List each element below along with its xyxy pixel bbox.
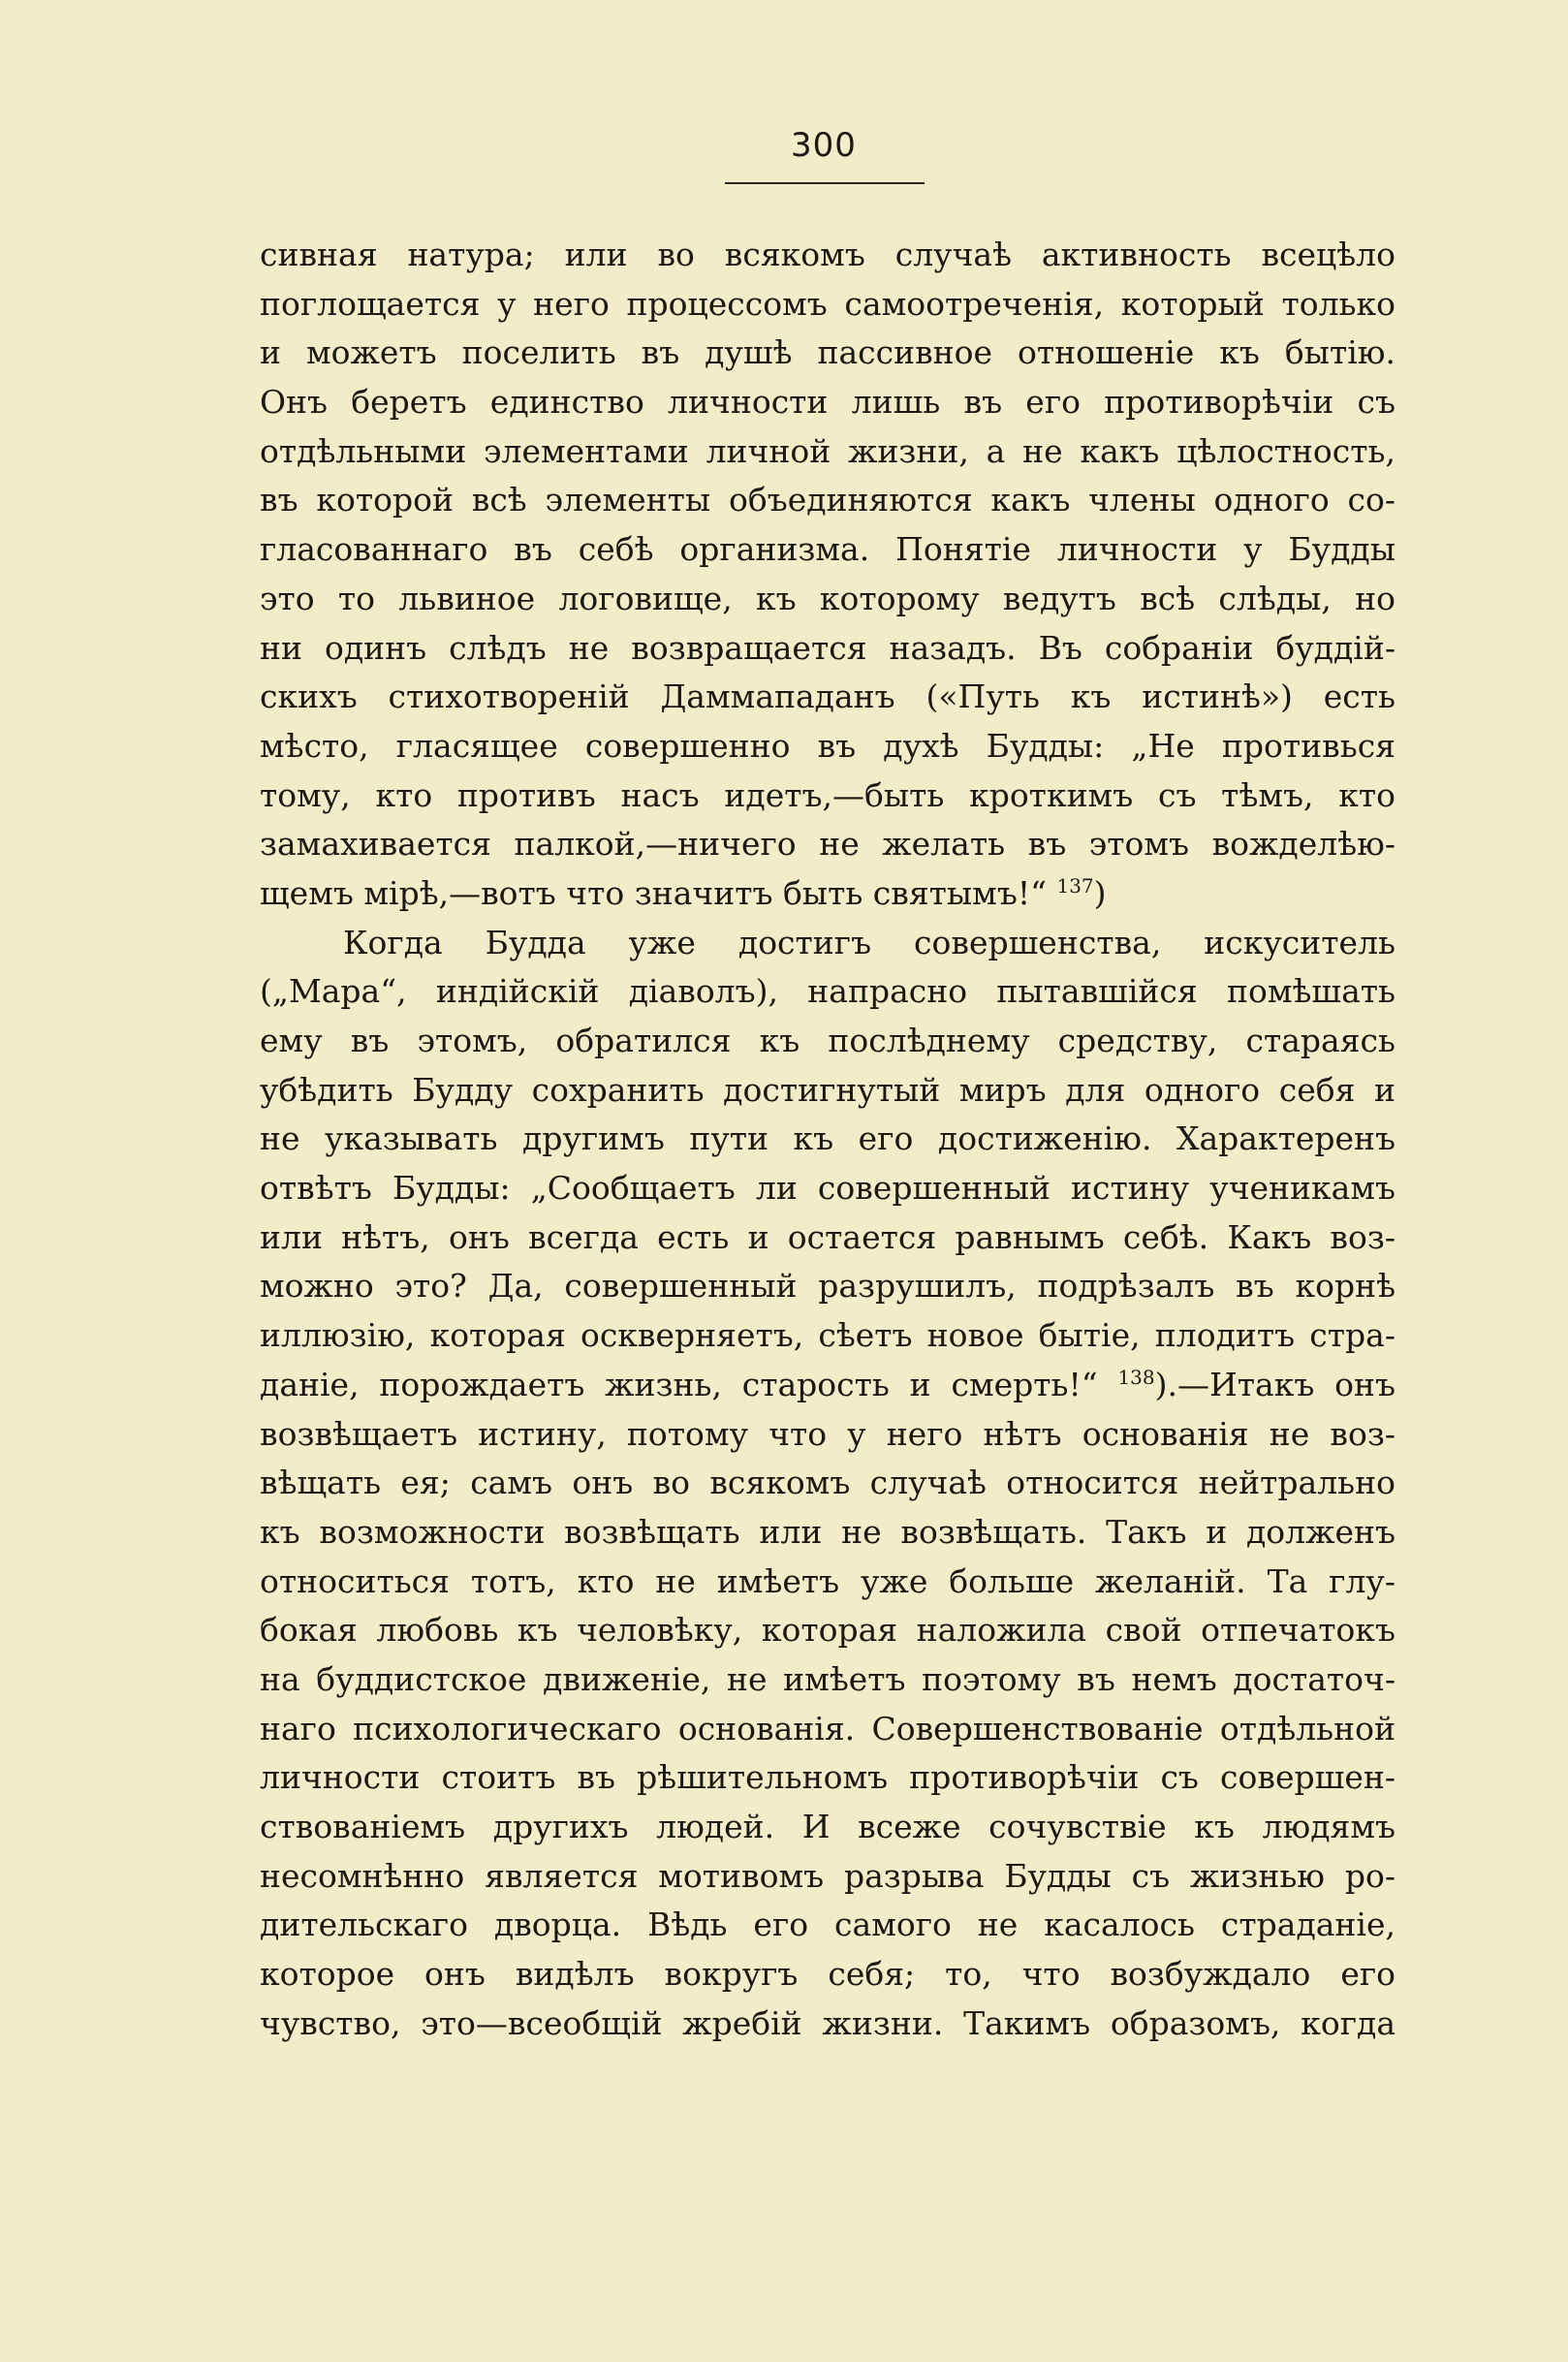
line-text: къ возможности возвѣщать или не возвѣщать. Такъ и долженъ xyxy=(260,1512,1396,1551)
text-line xyxy=(260,1803,1396,1852)
line-text: замахивается палкой,—ничего не желать въ этомъ вожделѣю- xyxy=(260,825,1396,864)
text-line xyxy=(260,967,1396,1017)
line-text: ни одинъ слѣдъ не возвращается назадъ. Въ собраніи буддій- xyxy=(260,628,1396,667)
text-line xyxy=(260,1459,1396,1508)
text-line xyxy=(260,427,1396,477)
line-text: ствованіемъ другихъ людей. И всеже сочувствіе къ людямъ xyxy=(260,1808,1396,1845)
text-line xyxy=(260,1558,1396,1607)
line-text: личности стоитъ въ рѣшительномъ противорѣчіи съ совершен- xyxy=(260,1758,1396,1797)
line-text: дительскаго дворца. Вѣдь его самого не касалось страданіе, xyxy=(260,1905,1396,1944)
line-text-after: ).—Итакъ онъ xyxy=(1154,1365,1396,1403)
line-text: поглощается у него процессомъ самоотреченія, который только xyxy=(260,284,1396,323)
page-number: 300 xyxy=(791,126,857,165)
line-text: или нѣтъ, онъ всегда есть и остается равнымъ себѣ. Какъ воз- xyxy=(260,1217,1396,1256)
text-line xyxy=(260,1950,1396,2000)
text-line xyxy=(260,2000,1396,2049)
line-text: отдѣльными элементами личной жизни, а не какъ цѣлостность, xyxy=(260,431,1396,470)
text-line xyxy=(260,722,1396,772)
footnote-ref: 137 xyxy=(1056,873,1094,898)
text-line xyxy=(260,1606,1396,1655)
text-line xyxy=(260,1852,1396,1902)
text-line xyxy=(260,869,1396,919)
text-line xyxy=(260,1066,1396,1116)
line-text: на буддистское движеніе, не имѣетъ поэтому въ немъ достаточ- xyxy=(260,1659,1396,1698)
line-text: иллюзію, которая оскверняетъ, сѣетъ новое бытіе, плодитъ стра- xyxy=(260,1316,1396,1355)
text-line xyxy=(260,1410,1396,1460)
line-text: скихъ стихотвореній Даммападанъ («Путь къ истинѣ») есть xyxy=(260,677,1396,716)
line-text: тому, кто противъ насъ идетъ,—быть кроткимъ съ тѣмъ, кто xyxy=(260,775,1396,814)
text-line xyxy=(260,1262,1396,1311)
line-text: вѣщать ея; самъ онъ во всякомъ случаѣ относится нейтрально xyxy=(260,1464,1396,1502)
header-rule xyxy=(725,182,925,184)
line-text: можно это? Да, совершенный разрушилъ, подрѣзалъ въ корнѣ xyxy=(260,1267,1396,1306)
text-line xyxy=(260,575,1396,624)
line-text: чувство, это—всеобщій жребій жизни. Такимъ образомъ, когда xyxy=(260,2003,1396,2042)
line-text: гласованнаго въ себѣ организма. Понятіе личности у Будды xyxy=(260,530,1396,569)
line-text: бокая любовь къ человѣку, которая наложила свой отпечатокъ xyxy=(260,1611,1396,1650)
text-line xyxy=(260,1753,1396,1803)
text-line xyxy=(260,919,1396,968)
text-line xyxy=(260,280,1396,330)
text-line xyxy=(260,525,1396,575)
line-text: несомнѣнно является мотивомъ разрыва Будды съ жизнью ро- xyxy=(260,1856,1396,1895)
line-text: Когда Будда уже достигъ совершенства, искуситель xyxy=(343,923,1396,961)
line-text: въ которой всѣ элементы объединяются какъ члены одного со- xyxy=(260,481,1396,520)
text-line xyxy=(260,820,1396,869)
text-line xyxy=(260,1655,1396,1705)
text-line xyxy=(260,329,1396,378)
text-line xyxy=(260,1508,1396,1558)
line-text: мѣсто, гласящее совершенно въ духѣ Будды: „Не противься xyxy=(260,726,1396,765)
line-text: относиться тотъ, кто не имѣетъ уже больше желаній. Та глу- xyxy=(260,1561,1396,1600)
line-text: которое онъ видѣлъ вокругъ себя; то, что возбуждало его xyxy=(260,1955,1396,1994)
text-line xyxy=(260,378,1396,427)
text-line xyxy=(260,1705,1396,1754)
line-text: не указывать другимъ пути къ его достиженію. Характеренъ xyxy=(260,1119,1396,1158)
line-text: это то львиное логовище, къ которому ведутъ всѣ слѣды, но xyxy=(260,579,1396,617)
line-text: Онъ беретъ единство личности лишь въ его противорѣчіи съ xyxy=(260,383,1396,422)
line-text: и можетъ поселить въ душѣ пассивное отношеніе къ бытію. xyxy=(260,333,1396,372)
text-line xyxy=(260,1115,1396,1164)
text-line xyxy=(260,1901,1396,1950)
line-text: возвѣщаетъ истину, потому что у него нѣтъ основанія не воз- xyxy=(260,1414,1396,1453)
line-text: отвѣтъ Будды: „Сообщаетъ ли совершенный истину ученикамъ xyxy=(260,1169,1396,1208)
text-line xyxy=(260,476,1396,525)
line-text: наго психологическаго основанія. Совершенствованіе отдѣльной xyxy=(260,1709,1396,1748)
line-text: убѣдить Будду сохранить достигнутый миръ для одного себя и xyxy=(260,1070,1396,1109)
text-line xyxy=(260,231,1396,280)
text-line xyxy=(260,624,1396,674)
footnote-ref: 138 xyxy=(1117,1365,1155,1389)
line-text: даніе, порождаетъ жизнь, старость и смерть!“ xyxy=(260,1365,1118,1403)
line-text-after: ) xyxy=(1093,873,1107,912)
text-line xyxy=(260,1311,1396,1361)
line-text: („Мара“, индійскій діаволъ), напрасно пытавшійся помѣшать xyxy=(260,972,1396,1011)
text-line xyxy=(260,673,1396,722)
line-text: ему въ этомъ, обратился къ послѣднему средству, стараясь xyxy=(260,1022,1396,1059)
text-line xyxy=(260,1213,1396,1263)
text-line xyxy=(260,1164,1396,1213)
text-line xyxy=(260,772,1396,821)
line-text: щемъ мірѣ,—вотъ что значитъ быть святымъ!“ xyxy=(260,873,1057,912)
text-line xyxy=(260,1361,1396,1410)
text-line xyxy=(260,1017,1396,1066)
line-text: сивная натура; или во всякомъ случаѣ активность всецѣло xyxy=(260,236,1396,273)
body-text xyxy=(260,231,1396,2048)
